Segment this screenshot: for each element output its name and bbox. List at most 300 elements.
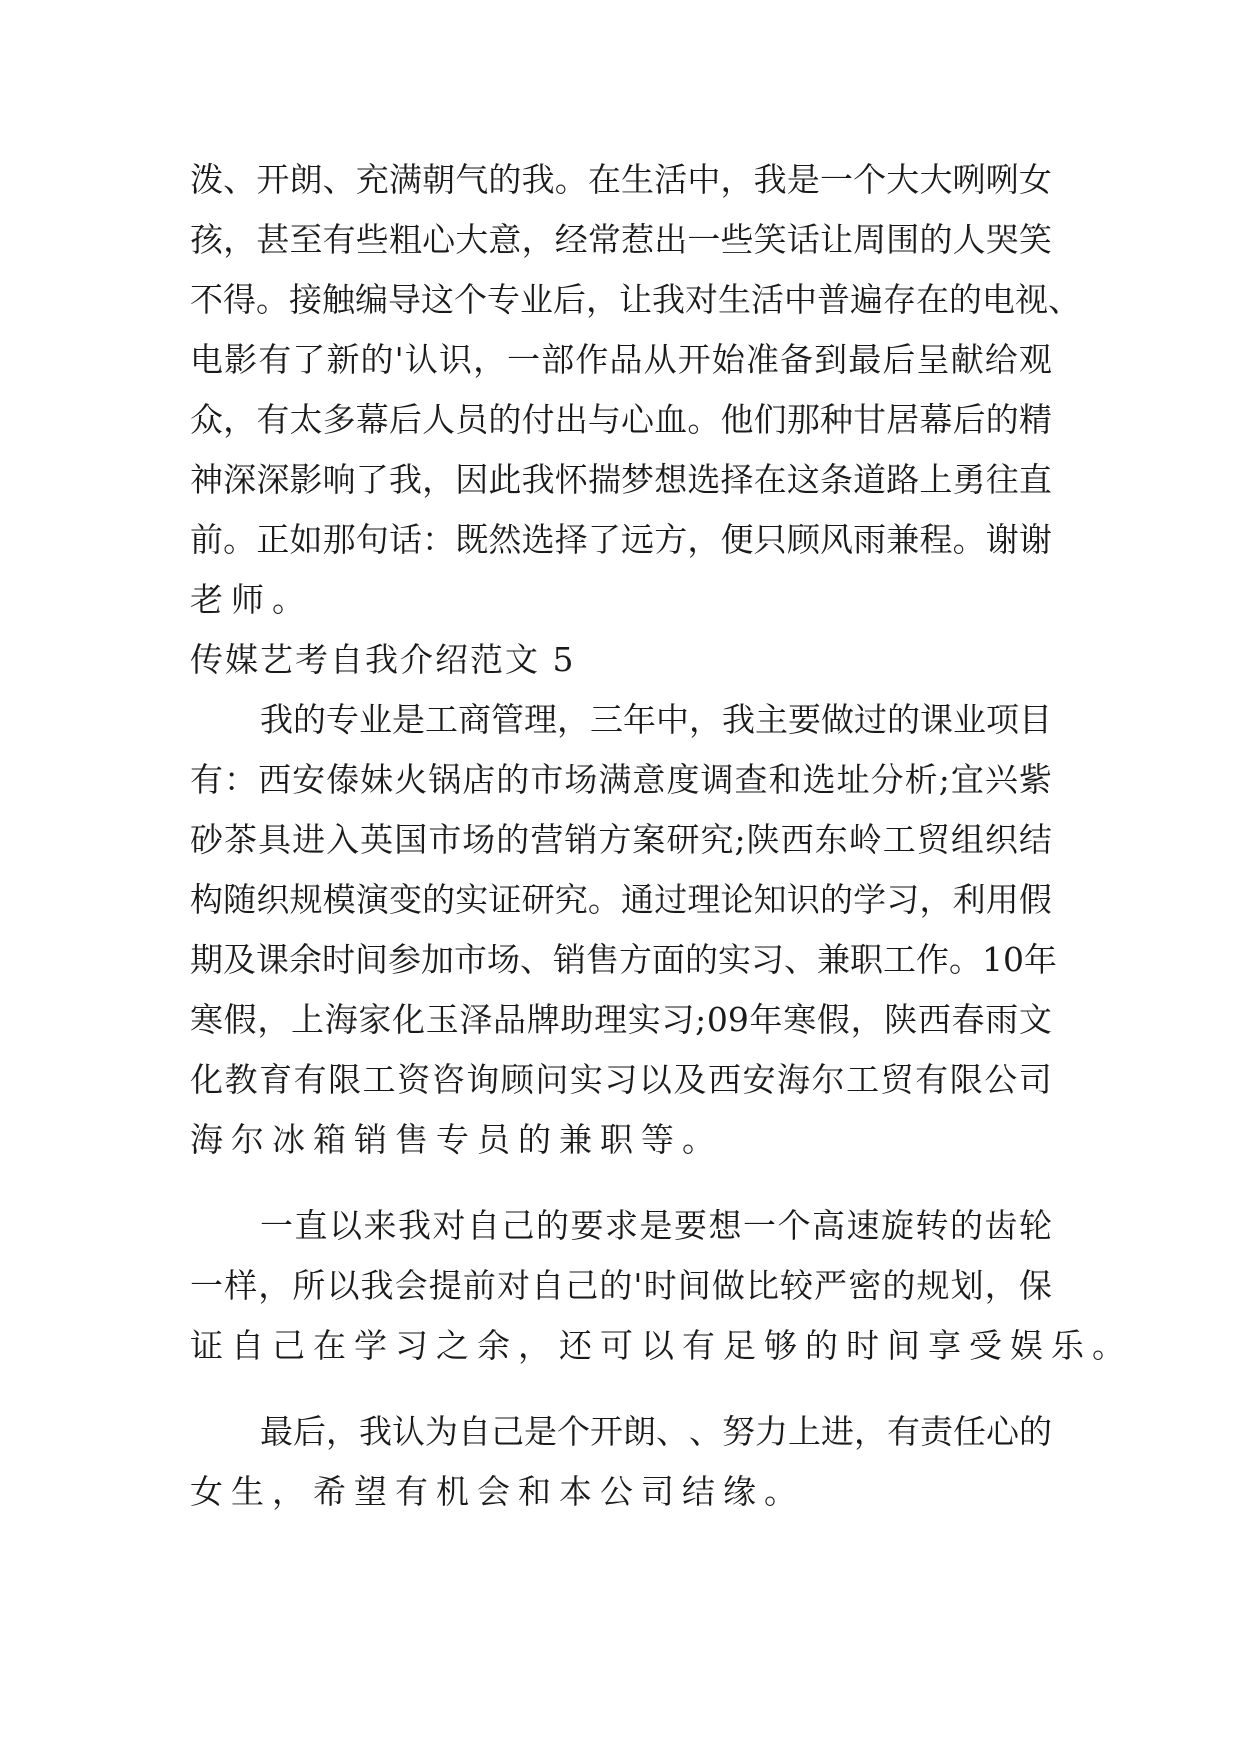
glyph: 条 [819,460,853,499]
glyph: 上 [788,1412,821,1451]
glyph: 电 [982,280,1015,319]
glyph: 不 [190,280,223,319]
glyph: 他 [720,400,754,439]
glyph: 转 [915,1206,949,1245]
glyph: 后 [882,340,916,379]
glyph: 话 [388,520,422,559]
glyph: 与 [587,400,621,439]
glyph: 哭 [985,220,1019,259]
glyph: 识 [786,880,820,919]
glyph: 的 [488,160,522,199]
glyph: 充 [355,160,389,199]
glyph: 种 [819,400,853,439]
glyph: ， [422,460,456,499]
glyph: 普 [817,280,850,319]
glyph: 泼 [190,160,223,199]
glyph: 满 [598,760,632,799]
glyph: 场 [564,760,598,799]
glyph: 深 [223,460,257,499]
glyph: 齿 [984,1206,1018,1245]
glyph: 直 [1018,460,1052,499]
glyph: 寒 [783,1000,817,1039]
glyph: 做 [821,700,854,739]
glyph: 速 [846,1206,880,1245]
glyph: 了 [292,340,326,379]
glyph: 我 [722,700,755,739]
glyph: 女 [1018,160,1052,199]
glyph: 和 [768,760,802,799]
glyph: 雨 [985,1000,1019,1039]
text-line [190,150,1052,210]
glyph: 营 [530,820,564,859]
glyph: 生 [621,160,655,199]
glyph: 神 [190,460,223,499]
glyph: 查 [734,760,768,799]
glyph: 幕 [355,400,389,439]
glyph: 市 [428,820,462,859]
glyph: 及 [223,940,256,979]
glyph: ： [422,520,456,559]
glyph: 孩 [190,220,223,259]
glyph: 人 [422,400,456,439]
glyph: 中 [784,280,817,319]
text-line [190,930,1057,990]
glyph: 新 [326,340,360,379]
glyph: 比 [745,1266,779,1305]
glyph: 的 [360,340,394,379]
glyph: 案 [632,820,666,859]
glyph: 个 [557,1412,590,1451]
glyph: 析 [904,760,938,799]
glyph: 始 [711,340,745,379]
glyph: 模 [322,880,356,919]
glyph: 心 [621,400,655,439]
glyph: 面 [652,940,685,979]
glyph: 围 [886,220,920,259]
glyph: 我 [652,280,685,319]
glyph: 年 [1024,940,1057,979]
glyph: 进 [821,1412,854,1451]
glyph: 让 [819,220,853,259]
text-line [190,450,1052,510]
glyph: 这 [421,280,454,319]
glyph: 句 [355,520,389,559]
glyph: 影 [224,340,258,379]
glyph: 西 [917,1000,951,1039]
glyph: 论 [720,880,754,919]
glyph: 规 [916,1266,950,1305]
glyph: ， [473,340,507,379]
glyph: 傣 [326,760,360,799]
text-line [190,390,1052,450]
glyph: 牌 [526,1000,560,1039]
glyph: 此 [488,460,522,499]
text-line [190,330,1052,390]
glyph: 前 [462,1266,496,1305]
glyph: 以 [326,1266,360,1305]
glyph: 力 [755,1412,788,1451]
glyph: 然 [488,520,522,559]
glyph: 道 [853,460,887,499]
glyph: 助 [560,1000,594,1039]
glyph: 高 [812,1206,845,1245]
glyph: 视 [1015,280,1048,319]
glyph: 求 [605,1206,638,1245]
glyph: 咨 [431,1060,465,1099]
glyph: 假 [816,1000,850,1039]
glyph: 甘 [853,400,887,439]
glyph: ， [326,1412,359,1451]
glyph: 咧 [985,160,1019,199]
glyph: 样 [224,1266,258,1305]
text-line [190,1196,1052,1256]
glyph: 的 [496,760,530,799]
glyph: 大 [919,160,953,199]
glyph: 观 [1018,340,1052,379]
glyph: 茶 [224,820,258,859]
glyph: 研 [521,880,555,919]
glyph: 旋 [881,1206,914,1245]
glyph: 话 [786,220,820,259]
glyph: 我 [360,1266,394,1305]
glyph: 一 [507,340,541,379]
glyph: 意 [632,760,666,799]
glyph: 付 [521,400,555,439]
glyph: 专 [487,280,520,319]
glyph: 实 [627,1000,661,1039]
glyph: 路 [886,460,920,499]
glyph: 工 [362,1060,396,1099]
glyph: 。 [587,880,621,919]
glyph: 朝 [422,160,456,199]
glyph: 及 [673,1060,707,1099]
glyph: 气 [455,160,489,199]
glyph: 入 [326,820,360,859]
glyph: ， [689,700,722,739]
glyph: 我 [753,160,787,199]
glyph: ; [938,760,950,799]
glyph: 方 [654,520,688,559]
glyph: 英 [360,820,394,859]
glyph: 远 [621,520,655,559]
glyph: 一 [819,160,853,199]
glyph: 调 [700,760,734,799]
glyph: 、 [656,1412,689,1451]
glyph: 对 [432,1206,466,1245]
glyph: 择 [554,520,588,559]
glyph: 宜 [950,760,984,799]
glyph: ， [557,700,590,739]
glyph: ， [521,220,555,259]
glyph: 的 [919,220,953,259]
glyph: 、 [322,160,356,199]
glyph: 己 [501,1206,535,1245]
glyph: 时 [322,940,355,979]
glyph: 活 [751,280,784,319]
glyph: 研 [666,820,700,859]
section-heading: 传媒艺考自我介绍范文 5 [190,640,576,679]
glyph: 导 [388,280,421,319]
glyph: 谢 [985,520,1019,559]
glyph: 妹 [360,760,394,799]
glyph: 到 [814,340,848,379]
glyph: 的 [293,700,326,739]
glyph: 后 [952,400,986,439]
glyph: 问 [535,1060,569,1099]
glyph: 风 [819,520,853,559]
glyph: 有 [190,760,223,799]
glyph: 工 [883,940,916,979]
glyph: 市 [454,940,487,979]
glyph: 满 [388,160,422,199]
glyph: 个 [454,280,487,319]
glyph: 资 [397,1060,431,1099]
glyph: 居 [886,400,920,439]
glyph: 的 [496,820,530,859]
glyph: 假 [1018,880,1052,919]
glyph: 三 [590,700,623,739]
glyph: 前 [190,520,223,559]
glyph: 我 [260,700,293,739]
glyph: ， [919,880,953,919]
glyph: 兼 [886,520,920,559]
glyph: 血 [654,400,688,439]
glyph: 要 [674,1206,707,1245]
glyph: 存 [883,280,916,319]
glyph: 在 [753,460,787,499]
glyph: 心 [986,1412,1019,1451]
glyph: 的 [488,400,522,439]
glyph: ' [394,340,404,379]
glyph: 朗 [623,1412,656,1451]
glyph: 分 [870,760,904,799]
glyph: 主 [755,700,788,739]
glyph: 出 [554,400,588,439]
glyph: 一 [260,1206,293,1245]
glyph: 在 [587,160,621,199]
glyph: 期 [190,940,223,979]
glyph: 识 [438,340,472,379]
text-line [190,870,1052,930]
glyph: ， [257,1000,291,1039]
glyph: 轮 [1019,1206,1052,1245]
text-line [190,210,1052,270]
glyph: 兴 [984,760,1018,799]
glyph: 这 [786,460,820,499]
glyph: 让 [619,280,652,319]
glyph: 岭 [848,820,882,859]
glyph: 那 [322,520,356,559]
glyph: 备 [780,340,814,379]
glyph: 海 [324,1000,358,1039]
glyph: 选 [687,460,721,499]
glyph: 有 [256,400,290,439]
glyph: 触 [322,280,355,319]
glyph: 10 [982,940,1024,979]
glyph: 幕 [919,400,953,439]
glyph: 遍 [850,280,883,319]
glyph: 利 [952,880,986,919]
glyph: 织 [256,880,290,919]
glyph: 中 [687,160,721,199]
text-line: 证自己在学习之余，还可以有足够的时间享受娱乐。 [190,1326,1133,1365]
glyph: 给 [984,340,1018,379]
glyph: 部 [541,340,575,379]
glyph: 化 [392,1000,426,1039]
glyph: 织 [984,820,1018,859]
glyph: 开 [590,1412,623,1451]
glyph: 甚 [256,220,290,259]
glyph: 如 [289,520,323,559]
glyph: 间 [355,940,388,979]
glyph: 从 [643,340,677,379]
glyph: 粗 [388,220,422,259]
glyph: 间 [677,1266,711,1305]
glyph: 春 [951,1000,985,1039]
glyph: 多 [322,400,356,439]
glyph: 惹 [621,220,655,259]
glyph: 较 [780,1266,814,1305]
glyph: 火 [394,760,428,799]
glyph: 的 [985,400,1019,439]
glyph: 参 [388,940,421,979]
glyph: 泽 [459,1000,493,1039]
glyph: 员 [455,400,489,439]
glyph: 梦 [621,460,655,499]
glyph: 随 [223,880,257,919]
glyph: 个 [853,160,887,199]
glyph: 有 [322,220,356,259]
glyph: ; [695,1000,707,1039]
glyph: 对 [685,280,718,319]
glyph: 变 [388,880,422,919]
glyph: 职 [850,940,883,979]
text-line [190,1402,1052,1462]
glyph: 品 [493,1000,527,1039]
glyph: 公 [984,1060,1018,1099]
glyph: 己 [491,1412,524,1451]
text-line: 女生，希望有机会和本公司结缘。 [190,1472,805,1511]
glyph: 那 [786,400,820,439]
glyph: 只 [753,520,787,559]
glyph: 。 [949,940,982,979]
glyph: 陕 [746,820,780,859]
glyph: 有 [915,1060,949,1099]
glyph: 自 [531,1266,565,1305]
glyph: ， [850,1000,884,1039]
glyph: 们 [753,400,787,439]
glyph: 究 [700,820,734,859]
glyph: 习 [751,940,784,979]
glyph: 进 [292,820,326,859]
glyph: 便 [720,520,754,559]
glyph: 精 [1018,400,1052,439]
glyph: 紫 [1018,760,1052,799]
glyph: 加 [421,940,454,979]
glyph: 的 [949,280,982,319]
glyph: 笑 [1018,220,1052,259]
glyph: 、 [1048,280,1081,319]
glyph: 心 [422,220,456,259]
glyph: 为 [425,1412,458,1451]
glyph: 怀 [554,460,588,499]
glyph: 责 [920,1412,953,1451]
glyph: 的 [1019,1412,1052,1451]
glyph: 朗 [289,160,323,199]
glyph: 育 [259,1060,293,1099]
glyph: 市 [530,760,564,799]
glyph: 实 [718,940,751,979]
glyph: 努 [722,1412,755,1451]
glyph: 是 [786,160,820,199]
glyph: 业 [953,700,986,739]
glyph: 因 [455,460,489,499]
glyph: 的 [422,880,456,919]
glyph: 咧 [952,160,986,199]
glyph: 销 [564,820,598,859]
glyph: 勇 [952,460,986,499]
glyph: ， [687,520,721,559]
glyph: 顾 [500,1060,534,1099]
glyph: 出 [654,220,688,259]
glyph: 项 [986,700,1019,739]
glyph: 顾 [786,520,820,559]
glyph: 要 [570,1206,604,1245]
glyph: 过 [854,700,887,739]
glyph: 影 [289,460,323,499]
glyph: 目 [1019,700,1052,739]
glyph: 正 [256,520,290,559]
glyph: 课 [920,700,953,739]
glyph: 作 [916,940,949,979]
glyph: 限 [328,1060,362,1099]
glyph: 海 [777,1060,811,1099]
text-line [190,270,1081,330]
glyph: ， [720,160,754,199]
glyph: 贸 [916,820,950,859]
glyph: 教 [224,1060,258,1099]
glyph: 锅 [428,760,462,799]
glyph: 陕 [884,1000,918,1039]
glyph: 专 [326,700,359,739]
glyph: 工 [882,820,916,859]
glyph: 深 [256,460,290,499]
glyph: 方 [619,940,652,979]
glyph: 接 [289,280,322,319]
glyph: 我 [398,1206,431,1245]
glyph: 编 [355,280,388,319]
glyph: 些 [355,220,389,259]
glyph: 常 [587,220,621,259]
glyph: 献 [950,340,984,379]
glyph: 我 [521,160,555,199]
glyph: 一 [743,1206,776,1245]
glyph: 上 [919,460,953,499]
text-line: 海尔冰箱销售专员的兼职等。 [190,1120,723,1159]
glyph: 密 [848,1266,882,1305]
glyph: 上 [291,1000,325,1039]
glyph: 店 [462,760,496,799]
glyph: 理 [687,880,721,919]
glyph: 余 [289,940,322,979]
glyph: 规 [289,880,323,919]
text-line [190,990,1052,1050]
glyph: 电 [190,340,223,379]
glyph: 有 [293,1060,327,1099]
glyph: 究 [554,880,588,919]
glyph: ， [586,280,619,319]
glyph: 笑 [753,220,787,259]
